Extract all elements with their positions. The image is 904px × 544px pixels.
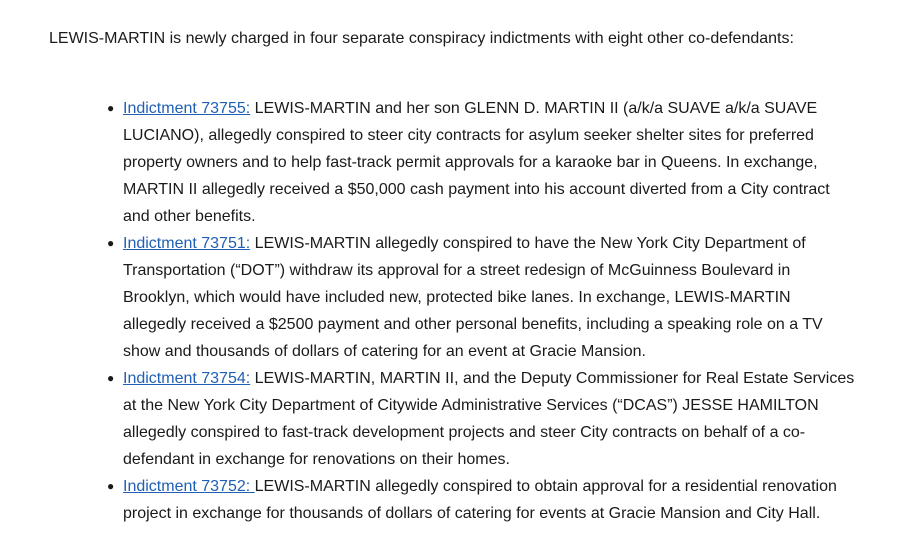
indictment-description: LEWIS-MARTIN, MARTIN II, and the Deputy Commissioner for Real Estate Services at the New York City Department of Citywide Administrative Services (“DCAS”) JESSE HAMILTON allegedly conspired to fast-track development projects and steer City contracts on behalf of a co-defendant in exchange for renovations on their homes.	[123, 370, 855, 468]
indictment-list	[107, 95, 858, 527]
indictment-link[interactable]: Indictment 73755:	[123, 100, 251, 117]
indictment-description: LEWIS-MARTIN and her son GLENN D. MARTIN II (a/k/a SUAVE a/k/a SUAVE LUCIANO), allegedly conspired to steer city contracts for asylum seeker shelter sites for preferred property owners and to help fast-track permit approvals for a karaoke bar in Queens. In exchange, MARTIN II allegedly received a $50,000 cash payment into his account diverted from a City contract and other benefits.	[123, 100, 830, 225]
list-item	[107, 95, 858, 230]
list-item	[107, 230, 858, 365]
bullet-icon: ●	[107, 236, 115, 250]
indictment-link[interactable]: Indictment 73754:	[123, 370, 251, 387]
list-item	[107, 365, 858, 473]
bullet-icon: ●	[107, 101, 115, 115]
indictment-description: LEWIS-MARTIN allegedly conspired to obtain approval for a residential renovation project in exchange for thousands of dollars of catering for events at Gracie Mansion and City Hall.	[123, 478, 837, 522]
indictment-link[interactable]: Indictment 73751:	[123, 235, 251, 252]
bullet-icon: ●	[107, 371, 115, 385]
intro-paragraph: LEWIS-MARTIN is newly charged in four separate conspiracy indictments with eight other co-defendants:	[49, 30, 794, 47]
indictment-link[interactable]: Indictment 73752:	[123, 478, 255, 495]
indictment-description: LEWIS-MARTIN allegedly conspired to have the New York City Department of Transportation (“DOT”) withdraw its approval for a street redesign of McGuinness Boulevard in Brooklyn, which would have included new, protected bike lanes. In exchange, LEWIS-MARTIN allegedly received a $2500 payment and other personal benefits, including a speaking role on a TV show and thousands of dollars of catering for an event at Gracie Mansion.	[123, 235, 823, 360]
bullet-icon: ●	[107, 479, 115, 493]
list-item	[107, 473, 858, 527]
